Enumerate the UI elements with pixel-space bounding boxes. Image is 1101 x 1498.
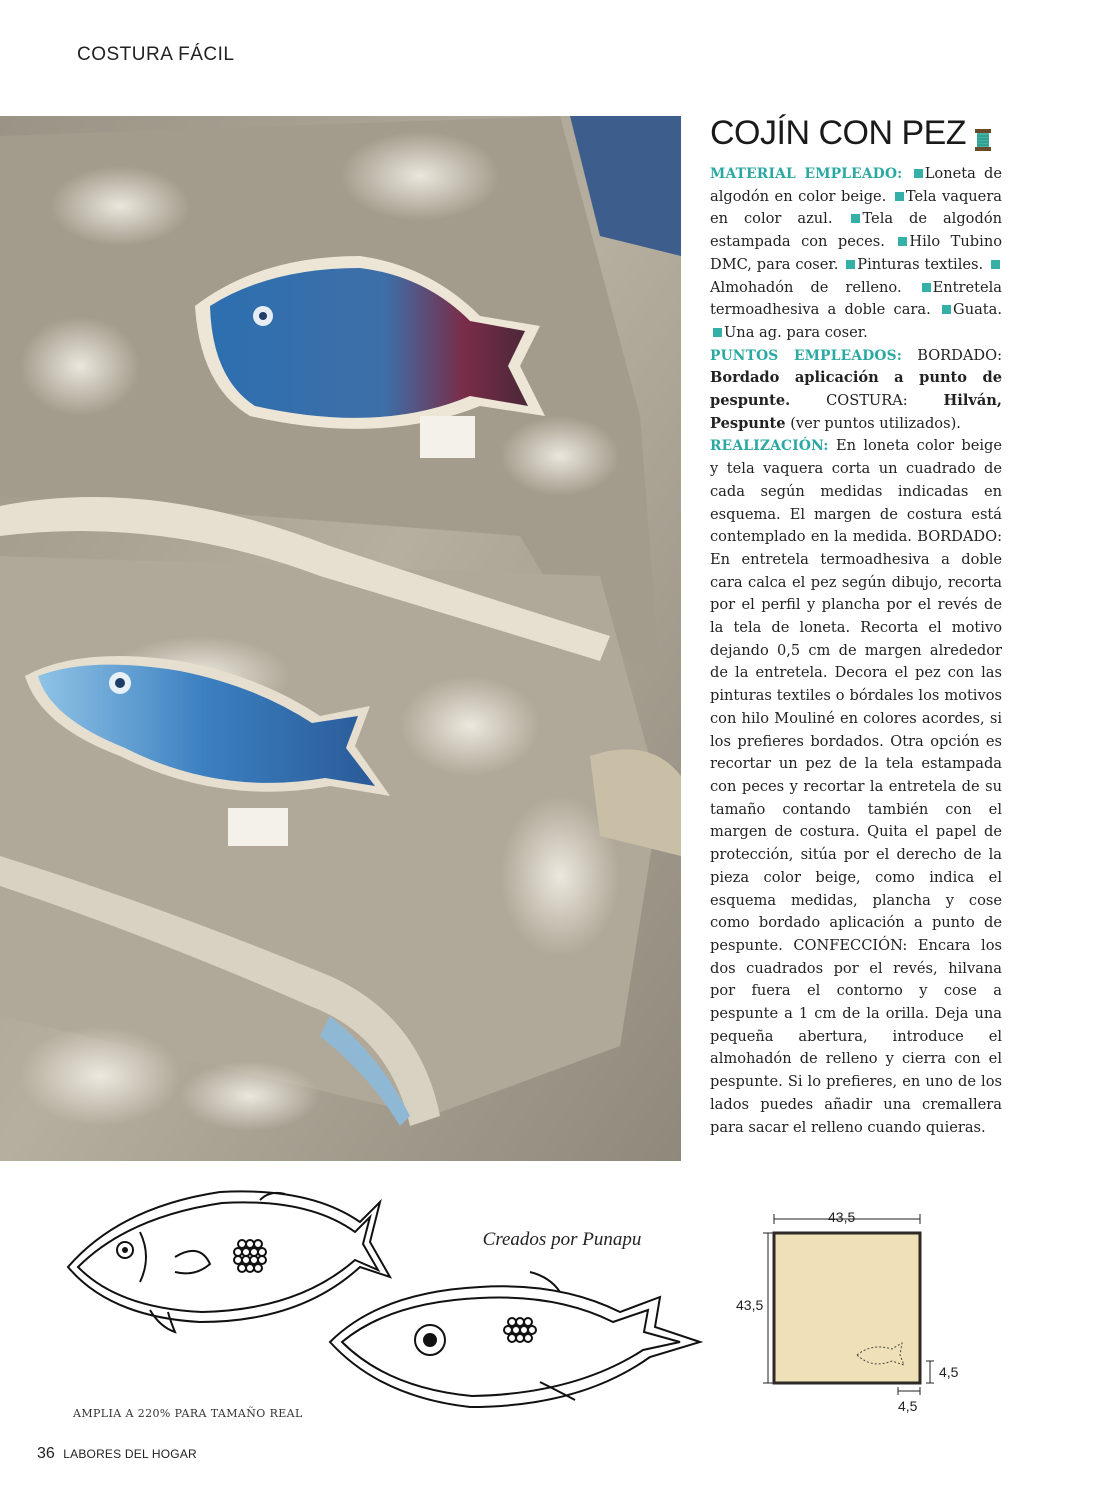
page-footer <box>37 1445 197 1463</box>
realizacion-paragraph <box>710 435 1002 1139</box>
bullet-square-icon <box>914 169 923 178</box>
scheme-offset-y-label: 4,5 <box>939 1364 959 1380</box>
realizacion-heading: REALIZACIÓN: <box>710 438 829 455</box>
material-heading: MATERIAL EMPLEADO: <box>710 166 903 182</box>
bullet-square-icon <box>991 260 1000 269</box>
scheme-offset-x-label: 4,5 <box>898 1398 918 1414</box>
puntos-note: (ver puntos utilizados). <box>790 414 961 432</box>
puntos-costura-label: COSTURA: <box>826 392 908 410</box>
material-item: Entretela termoadhesiva a doble cara. <box>710 278 1002 319</box>
fish-pattern-small <box>330 1272 700 1407</box>
fish-pattern-drawing <box>60 1182 730 1412</box>
scheme-height-label: 43,5 <box>736 1297 764 1313</box>
bullet-square-icon <box>922 283 931 292</box>
bullet-square-icon <box>851 214 860 223</box>
scales-pattern <box>504 1318 536 1342</box>
bullet-square-icon <box>942 305 951 314</box>
materials-paragraph <box>710 163 1002 345</box>
article-body <box>710 163 1002 1139</box>
thread-spool-icon <box>974 122 992 146</box>
puntos-bordado-label: BORDADO: <box>917 346 1002 364</box>
section-label: COSTURA FÁCIL <box>77 44 235 65</box>
material-item: Hilo Tubino DMC, para coser. <box>710 233 1002 273</box>
cushion-photo-illustration <box>0 116 681 1161</box>
bullet-square-icon <box>898 237 907 246</box>
fish-pattern-large <box>68 1191 390 1332</box>
cushion-square <box>774 1233 920 1383</box>
publication-name: LABORES DEL HOGAR <box>63 1447 197 1461</box>
scheme-width-label: 43,5 <box>828 1209 856 1225</box>
puntos-heading: PUNTOS EMPLEADOS: <box>710 347 903 364</box>
scheme-drawing <box>732 1205 1002 1415</box>
material-item: Tela vaquera en color azul. <box>710 187 1002 228</box>
puntos-paragraph <box>710 345 1002 436</box>
cushion-photo <box>0 116 681 1250</box>
material-item: Tela de algodón estampada con peces. <box>710 210 1003 251</box>
bullet-square-icon <box>713 328 722 337</box>
bullet-square-icon <box>895 192 904 201</box>
material-item: Almohadón de relleno. <box>710 278 902 296</box>
pattern-scale-note: AMPLIA A 220% PARA TAMAÑO REAL <box>73 1407 303 1420</box>
article-title-text: COJÍN CON PEZ <box>710 114 967 152</box>
photo-credit: Creados por Punapu <box>458 1220 666 1260</box>
material-item: Guata. <box>953 301 1003 319</box>
page-number: 36 <box>37 1445 55 1462</box>
article-title <box>710 114 1002 153</box>
scales-pattern <box>234 1240 266 1272</box>
puntos-bordado: Bordado aplicación a punto de pespunte. <box>710 369 1002 410</box>
bullet-square-icon <box>846 260 855 269</box>
material-item: Loneta de algodón en color beige. <box>710 165 1002 205</box>
realizacion-text: En loneta color beige y tela vaquera corta un cuadrado de cada según medidas indicadas en esquema. El margen de costura está contemplado en la medida. BORDADO: En entretela termoadhesiva a doble cara calca el pez según dibujo, recorta por el perfil y plancha por el revés de la tela de loneta. Recorta el motivo dejando 0,5 cm de margen alrededor de la entretela. Decora el pez con las pinturas textiles o bórdales los motivos con hilo Mouliné en colores acordes, si los prefieres bordados. Otra opción es recortar un pez de la tela estampada con peces y recortar la entretela de su tamaño contando también con el margen de costura. Quita el papel de protección, sitúa por el derecho de la pieza color beige, como indica el esquema medidas, plancha y cose como bordado aplicación a punto de pespunte. CONFECCIÓN: Encara los dos cuadrados por el revés, hilvana por fuera el contorno y cose a pespunte a 1 cm de la orilla. Deja una pequeña abertura, introduce el almohadón de relleno y cierra con el pespunte. Si lo prefieres, en uno de los lados puedes añadir una cremallera para sacar el relleno cuando quieras. <box>710 437 1002 1136</box>
material-item: Una ag. para coser. <box>724 323 868 341</box>
article <box>710 114 1002 1139</box>
measurement-scheme <box>732 1205 1002 1415</box>
material-item: Pinturas textiles. <box>857 255 984 273</box>
puntos-costura: Hilván, Pespunte <box>710 392 1002 432</box>
